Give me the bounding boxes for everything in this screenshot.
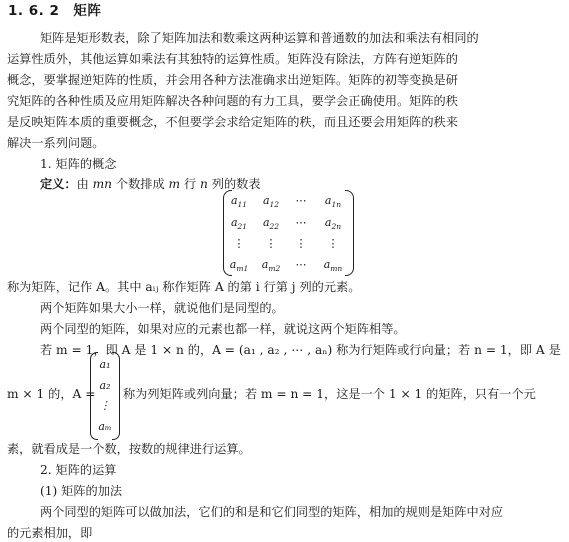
same-size-text: 两个矩阵如果大小一样，就说他们是同型的。 <box>40 301 284 315</box>
equal-definition-text: 两个同型的矩阵，如果对应的元素也都一样，就说这两个矩阵相等。 <box>40 322 406 336</box>
matrix-entry: $a_{21}$ <box>230 216 248 232</box>
definition-text-a: 由 <box>76 177 93 191</box>
definition-n: n <box>200 177 208 191</box>
matrix-entry: $a_{m1}$ <box>229 258 249 274</box>
matrix-entry: $a_{12}$ <box>262 194 280 210</box>
intro-line-1: 矩阵是矩形数表，除了矩阵加法和数乘这两种运算和普通数的加法和乘法有相同的 <box>40 31 479 45</box>
matrix-entry: ⋮ <box>265 237 277 250</box>
section-number: 1. 6. 2 <box>8 3 60 19</box>
section-heading <box>8 5 101 19</box>
row-vector-text: 若 m = 1，即 A 是 1 × n 的，A = (a₁ , a₂ , ⋯ , aₙ) 称为行矩阵或行向量；若 n = 1，即 A 是 <box>40 343 561 357</box>
col-vector-tail: 称为列矩阵或列向量；若 m = n = 1，这是一个 1 × 1 的矩阵，只有一个元 <box>123 387 536 401</box>
column-vector-entry: a₁ <box>99 358 111 371</box>
intro-line-3: 概念，要掌握逆矩阵的性质，并会用各种方法准确求出逆矩阵。矩阵的初等变换是研 <box>7 73 458 87</box>
intro-line-2: 运算性质外，其他运算如乘法有其独特的运算性质。矩阵没有除法，方阵有逆矩阵的 <box>7 52 458 66</box>
matrix-entry: ⋯ <box>295 194 307 207</box>
matrix-entry: $a_{22}$ <box>262 216 280 232</box>
column-vector-entry: ⋮ <box>99 399 111 412</box>
matrix-entry: $a_{11}$ <box>230 194 248 210</box>
definition-label: 定义： <box>40 177 77 191</box>
general-matrix <box>223 190 354 274</box>
matrix-entry: $a_{2n}$ <box>324 216 342 232</box>
matrix-entry: ⋮ <box>295 237 307 250</box>
column-vector-entry: a₂ <box>99 379 111 392</box>
scalar-line: 素，就看成是一个数，按数的规律进行运算。 <box>7 442 251 456</box>
column-vector <box>90 352 120 438</box>
matrix-entry: ⋯ <box>295 258 307 271</box>
col-vector-lead: m × 1 的，A = <box>7 387 96 401</box>
intro-line-5: 是反映矩阵本质的重要概念，不但要学会求给定矩阵的秩，而且还要会用矩阵的秩来 <box>7 115 458 129</box>
definition-text-d: 列的数表 <box>207 177 261 191</box>
column-vector-entry: aₘ <box>98 420 112 433</box>
matrix-right-bracket <box>345 190 354 276</box>
definition-text-c: 行 <box>180 177 201 191</box>
section-title: 矩阵 <box>73 3 102 19</box>
operations-heading: 2. 矩阵的运算 <box>40 463 117 477</box>
intro-line-6: 解决一系列问题。 <box>7 136 105 150</box>
matrix-entry: $a_{1n}$ <box>324 194 342 210</box>
matrix-entry: $a_{m2}$ <box>261 258 281 274</box>
concept-heading: 1. 矩阵的概念 <box>40 157 117 171</box>
after-matrix-text: 称为矩阵，记作 A。其中 aᵢⱼ 称作矩阵 A 的第 i 行第 j 列的元素。 <box>7 280 361 294</box>
intro-line-4: 究矩阵的各种性质及应用矩阵解决各种问题的有力工具，要学会正确使用。矩阵的秩 <box>7 94 458 108</box>
addition-heading: (1) 矩阵的加法 <box>40 484 123 498</box>
addition-text-1: 两个同型的矩阵可以做加法，它们的和是和它们同型的矩阵，相加的规则是矩阵中对应 <box>40 505 504 519</box>
addition-text-2: 的元素相加，即 <box>7 526 93 540</box>
definition-line <box>40 178 261 190</box>
matrix-entry: ⋯ <box>295 216 307 229</box>
definition-text-b: 个数排成 <box>112 177 169 191</box>
matrix-entry: ⋮ <box>233 237 245 250</box>
matrix-entry: ⋮ <box>327 237 339 250</box>
matrix-entry: $a_{mn}$ <box>323 258 343 274</box>
definition-mn: mn <box>92 177 113 191</box>
definition-m: m <box>168 177 181 191</box>
